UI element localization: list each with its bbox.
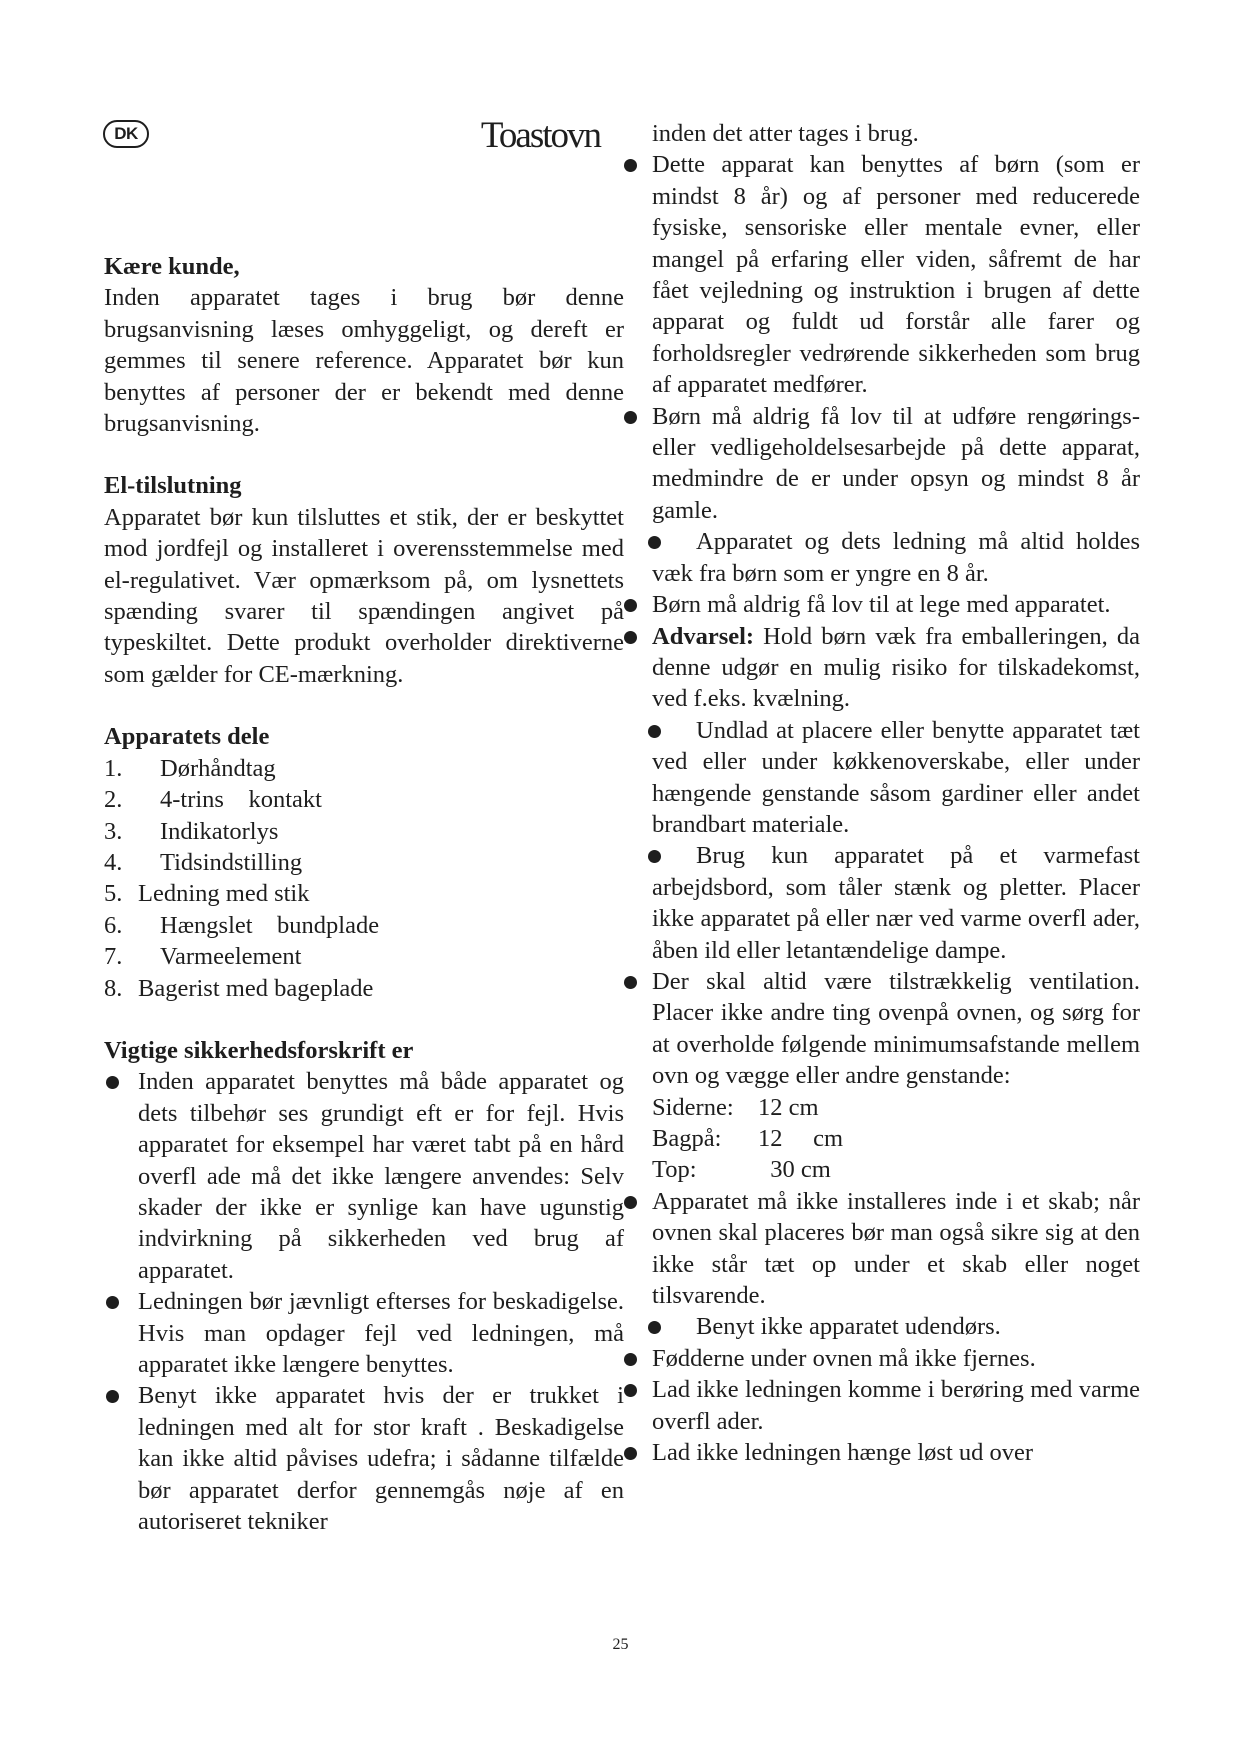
safety-bullet: Lad ikke ledningen hænge løst ud over: [626, 1437, 1140, 1468]
bullet-icon: [648, 536, 661, 549]
safety-bullet: Benyt ikke apparatet hvis der er trukket i ledningen med alt for stor kraft . Beskadigelse kan ikke altid påvises udefra; i sådanne tilfælde bør apparatet derfor gennemgås nøje af en autoriseret tekniker: [104, 1380, 624, 1537]
safety-heading: Vigtige sikkerhedsforskrift er: [104, 1036, 414, 1064]
intro-text: Inden apparatet tages i brug bør denne brugsanvisning læses omhyggeligt, og dereft er gemmes til senere reference. Apparatet bør kun benyttes af personer der er bekendt med denne brugsanvisning.: [104, 284, 624, 438]
safety-bullet: Apparatet må ikke installeres inde i et skab; når ovnen skal placeres bør man også sikre sig at den ikke står tæt op under et skab eller noget tilsvarende.: [626, 1186, 1140, 1312]
warning-label: Advarsel:: [652, 622, 755, 650]
safety-bullet: Apparatet og dets ledning må altid holdes væk fra børn som er yngre en 8 år.: [626, 526, 1140, 589]
list-item: 8. Bagerist med bageplade: [104, 974, 374, 1002]
bullet-icon: [648, 1321, 661, 1334]
continuation-text: inden det atter tages i brug.: [652, 120, 919, 147]
page-number: 25: [612, 1636, 629, 1653]
bullet-icon: [106, 1390, 119, 1403]
safety-bullet: Inden apparatet benyttes må både apparatet og dets tilbehør ses grundigt eft er for fejl. Hvis apparatet for eksempel har været tabt på en hård overfl ade må det ikke længere anvendes: Selv skader der ikke er synlige kan have ugunstig indvirkning på sikkerheden ved brug af apparatet.: [104, 1066, 624, 1286]
bullet-icon: [106, 1076, 119, 1089]
warning-bullet: Advarsel: Hold børn væk fra emballeringen, da denne udgør en mulig risiko for tilskadekomst, ved f.eks. kvælning.: [626, 621, 1140, 715]
right-column: [652, 118, 1140, 1468]
safety-bullet: Der skal altid være tilstrækkelig ventilation. Placer ikke andre ting ovenpå ovnen, og sørg for at overholde følgende minimumsafstande mellem ovn og vægge eller andre genstande:: [626, 966, 1140, 1092]
electric-heading: El-tilslutning: [104, 472, 242, 500]
bullet-icon: [624, 411, 637, 424]
parts-list: [104, 753, 624, 1004]
bullet-icon: [624, 1353, 637, 1366]
safety-bullet: Fødderne under ovnen må ikke fjernes.: [626, 1343, 1140, 1374]
distance-row: Bagpå: 12 cm: [652, 1125, 844, 1152]
distance-row: Siderne: 12 cm: [652, 1093, 819, 1121]
list-item: 3. Indikatorlys: [104, 817, 279, 845]
safety-bullet: Undlad at placere eller benytte apparatet tæt ved eller under køkkenoverskabe, eller under hængende genstande såsom gardiner eller andet brandbart materiale.: [626, 715, 1140, 841]
bullet-icon: [624, 1384, 637, 1397]
list-item: 5. Ledning med stik: [104, 880, 310, 908]
parts-heading: Apparatets dele: [104, 723, 270, 751]
bullet-icon: [624, 599, 637, 612]
bullet-icon: [648, 850, 661, 863]
intro-heading: Kære kunde,: [104, 253, 240, 280]
bullet-icon: [624, 631, 637, 644]
bullet-icon: [624, 1447, 637, 1460]
list-item: 1. Dørhåndtag: [104, 754, 276, 782]
language-badge: DK: [103, 120, 149, 148]
bullet-icon: [624, 159, 637, 172]
bullet-icon: [624, 1196, 637, 1209]
list-item: 2. 4-trins kontakt: [104, 786, 322, 814]
page-title: Toastovn: [480, 115, 600, 156]
bullet-icon: [648, 725, 661, 738]
bullet-icon: [624, 976, 637, 989]
safety-bullet: Benyt ikke apparatet udendørs.: [626, 1311, 1140, 1342]
safety-bullet: Lad ikke ledningen komme i berøring med varme overfl ader.: [626, 1374, 1140, 1437]
left-column: [104, 251, 624, 1537]
safety-bullet: Brug kun apparatet på et varmefast arbejdsbord, som tåler stænk og pletter. Placer ikke apparatet på eller nær ved varme overfl ader, åben ild eller letantændelige dampe.: [626, 840, 1140, 966]
list-item: 6. Hængslet bundplade: [104, 911, 380, 939]
safety-bullet: Ledningen bør jævnligt efterses for beskadigelse. Hvis man opdager fejl ved ledningen, må apparatet ikke længere benyttes.: [104, 1286, 624, 1380]
safety-bullet: Børn må aldrig få lov til at udføre rengørings- eller vedligeholdelsesarbejde på dette apparat, medmindre de er under opsyn og mindst 8 år gamle.: [626, 401, 1140, 527]
list-item: 7. Varmeelement: [104, 943, 302, 971]
bullet-icon: [106, 1296, 119, 1309]
electric-text: Apparatet bør kun tilsluttes et stik, der er beskyttet mod jordfejl og installeret i overensstemmelse med el-regulativet. Vær opmærksom på, om lysnettets spænding svarer til spændingen angivet på typeskiltet. Dette produkt overholder direktiverne som gælder for CE-mærkning.: [104, 503, 624, 688]
distance-row: Top: 30 cm: [652, 1156, 831, 1184]
list-item: 4. Tidsindstilling: [104, 848, 303, 876]
distance-table: [652, 1092, 1140, 1186]
safety-bullet: Dette apparat kan benyttes af børn (som er mindst 8 år) og af personer med reducerede fysiske, sensoriske eller mentale evner, eller mangel på erfaring eller viden, såfremt de har fået vejledning og instruktion i brugen af dette apparat og fuldt ud forstår alle farer og forholdsregler vedrørende sikkerheden som brug af apparatet medfører.: [626, 149, 1140, 400]
safety-bullet: Børn må aldrig få lov til at lege med apparatet.: [626, 589, 1140, 620]
